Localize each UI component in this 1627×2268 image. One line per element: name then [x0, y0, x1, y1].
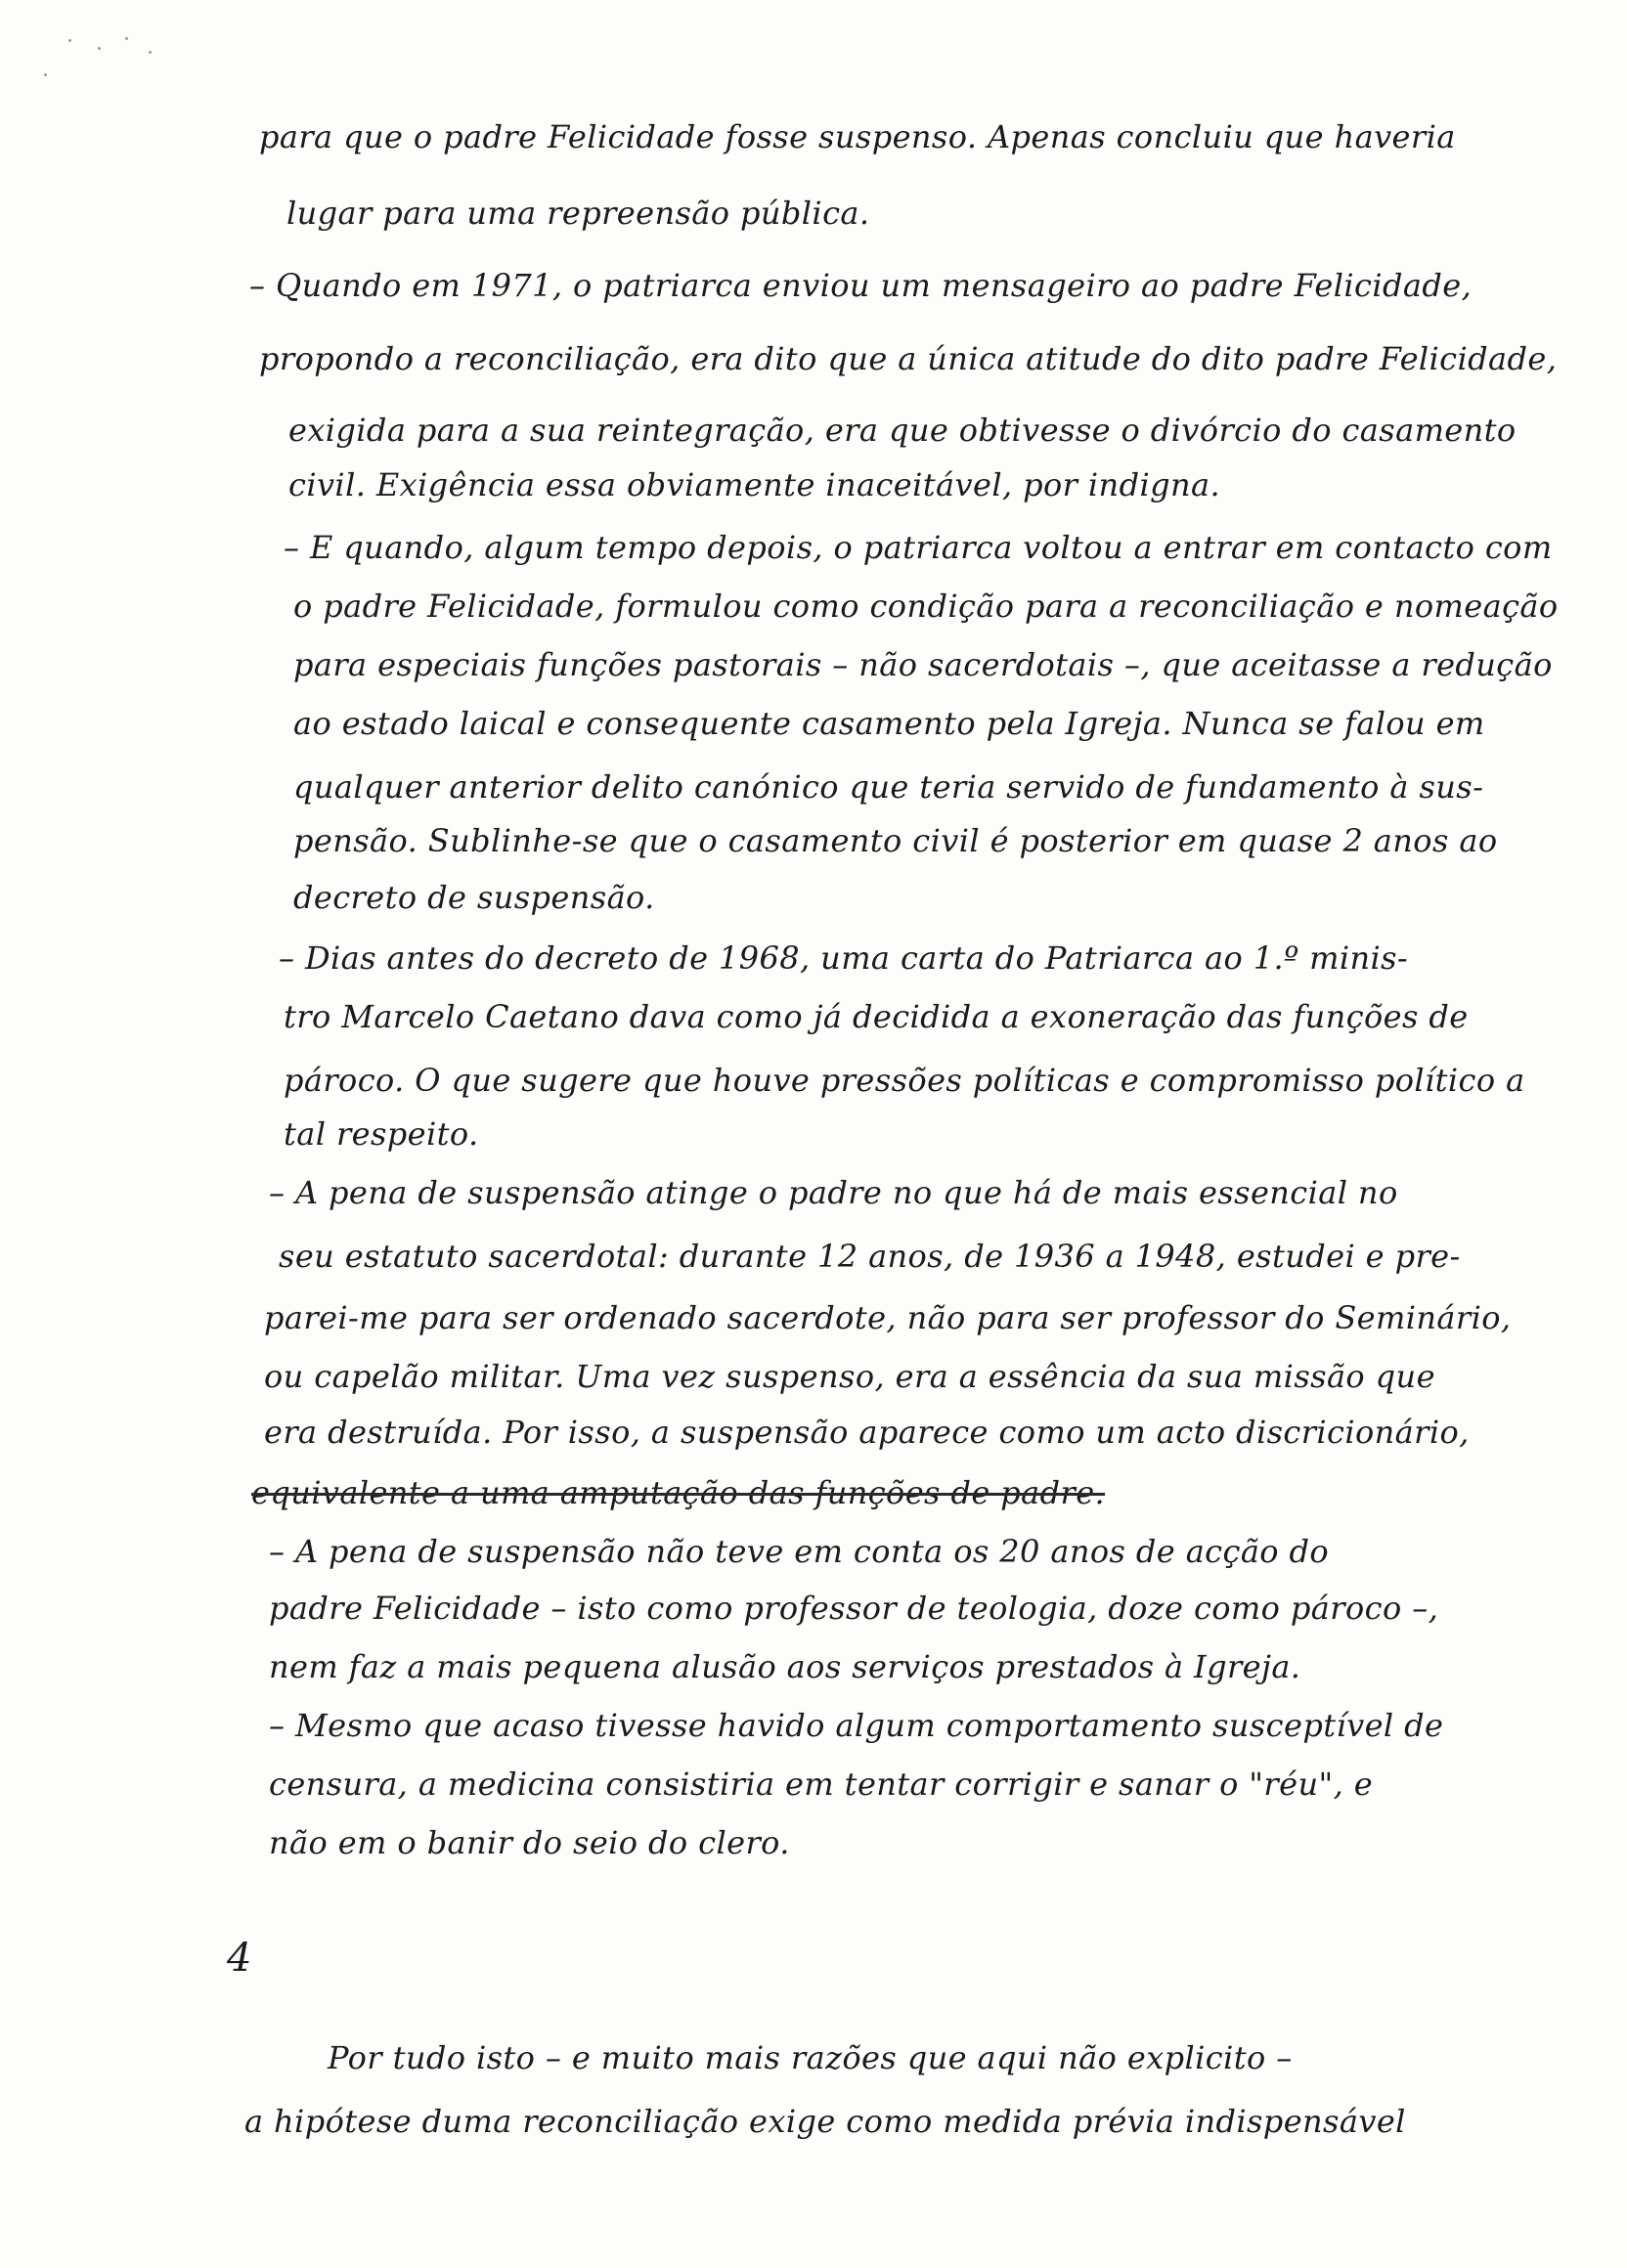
manuscript-line: – Quando em 1971, o patriarca enviou um mensageiro ao padre Felicidade,: [249, 267, 1473, 304]
manuscript-line: propondo a reconciliação, era dito que a única atitude do dito padre Felicidade,: [259, 340, 1558, 377]
manuscript-line: – A pena de suspensão atinge o padre no que há de mais essencial no: [269, 1174, 1398, 1211]
paper-speck: [44, 73, 47, 76]
manuscript-line: – A pena de suspensão não teve em conta os 20 anos de acção do: [269, 1533, 1330, 1570]
manuscript-line: qualquer anterior delito canónico que teria servido de fundamento à sus-: [293, 768, 1484, 806]
manuscript-line: era destruída. Por isso, a suspensão aparece como um acto discricionário,: [264, 1414, 1470, 1451]
manuscript-line: tal respeito.: [284, 1115, 479, 1153]
manuscript-line: – Mesmo que acaso tivesse havido algum comportamento susceptível de: [269, 1707, 1444, 1744]
manuscript-line: – E quando, algum tempo depois, o patriarca voltou a entrar em contacto com: [284, 529, 1553, 566]
manuscript-line: tro Marcelo Caetano dava como já decidida a exoneração das funções de: [284, 998, 1469, 1035]
manuscript-line: não em o banir do seio do clero.: [269, 1824, 790, 1861]
manuscript-line: para que o padre Felicidade fosse suspenso. Apenas concluiu que haveria: [259, 118, 1456, 155]
manuscript-line: para especiais funções pastorais – não sacerdotais –, que aceitasse a redução: [293, 646, 1553, 683]
manuscript-line: exigida para a sua reintegração, era que obtivesse o divórcio do casamento: [288, 412, 1517, 449]
manuscript-line: parei-me para ser ordenado sacerdote, não para ser professor do Seminário,: [264, 1299, 1512, 1336]
manuscript-line: decreto de suspensão.: [293, 879, 655, 916]
manuscript-line: Por tudo isto – e muito mais razões que aqui não explicito –: [328, 2039, 1293, 2076]
manuscript-line: lugar para uma repreensão pública.: [286, 195, 870, 232]
manuscript-line: – Dias antes do decreto de 1968, uma carta do Patriarca ao 1.º minis-: [279, 939, 1409, 977]
manuscript-line: ou capelão militar. Uma vez suspenso, era a essência da sua missão que: [264, 1358, 1435, 1395]
manuscript-line: o padre Felicidade, formulou como condição para a reconciliação e nomeação: [293, 588, 1559, 625]
manuscript-line: padre Felicidade – isto como professor de teologia, doze como pároco –,: [269, 1590, 1439, 1627]
page-number: 4: [227, 1936, 252, 1981]
manuscript-line: pároco. O que sugere que houve pressões políticas e compromisso político a: [284, 1062, 1525, 1099]
paper-speck: [98, 47, 101, 50]
paper-speck: [149, 51, 152, 54]
paper-speck: [125, 37, 128, 40]
manuscript-line: pensão. Sublinhe-se que o casamento civil é posterior em quase 2 anos ao: [293, 822, 1498, 859]
struck-out-line: equivalente a uma amputação das funções de padre.: [251, 1474, 1106, 1511]
manuscript-line: civil. Exigência essa obviamente inaceitável, por indigna.: [288, 466, 1221, 503]
manuscript-line: nem faz a mais pequena alusão aos serviços prestados à Igreja.: [269, 1648, 1301, 1685]
paper-speck: [68, 39, 71, 42]
manuscript-line: ao estado laical e consequente casamento pela Igreja. Nunca se falou em: [293, 705, 1485, 742]
manuscript-line: a hipótese duma reconciliação exige como medida prévia indispensável: [244, 2103, 1406, 2140]
manuscript-line: seu estatuto sacerdotal: durante 12 anos, de 1936 a 1948, estudei e pre-: [279, 1238, 1461, 1275]
manuscript-line: censura, a medicina consistiria em tentar corrigir e sanar o "réu", e: [269, 1766, 1374, 1803]
